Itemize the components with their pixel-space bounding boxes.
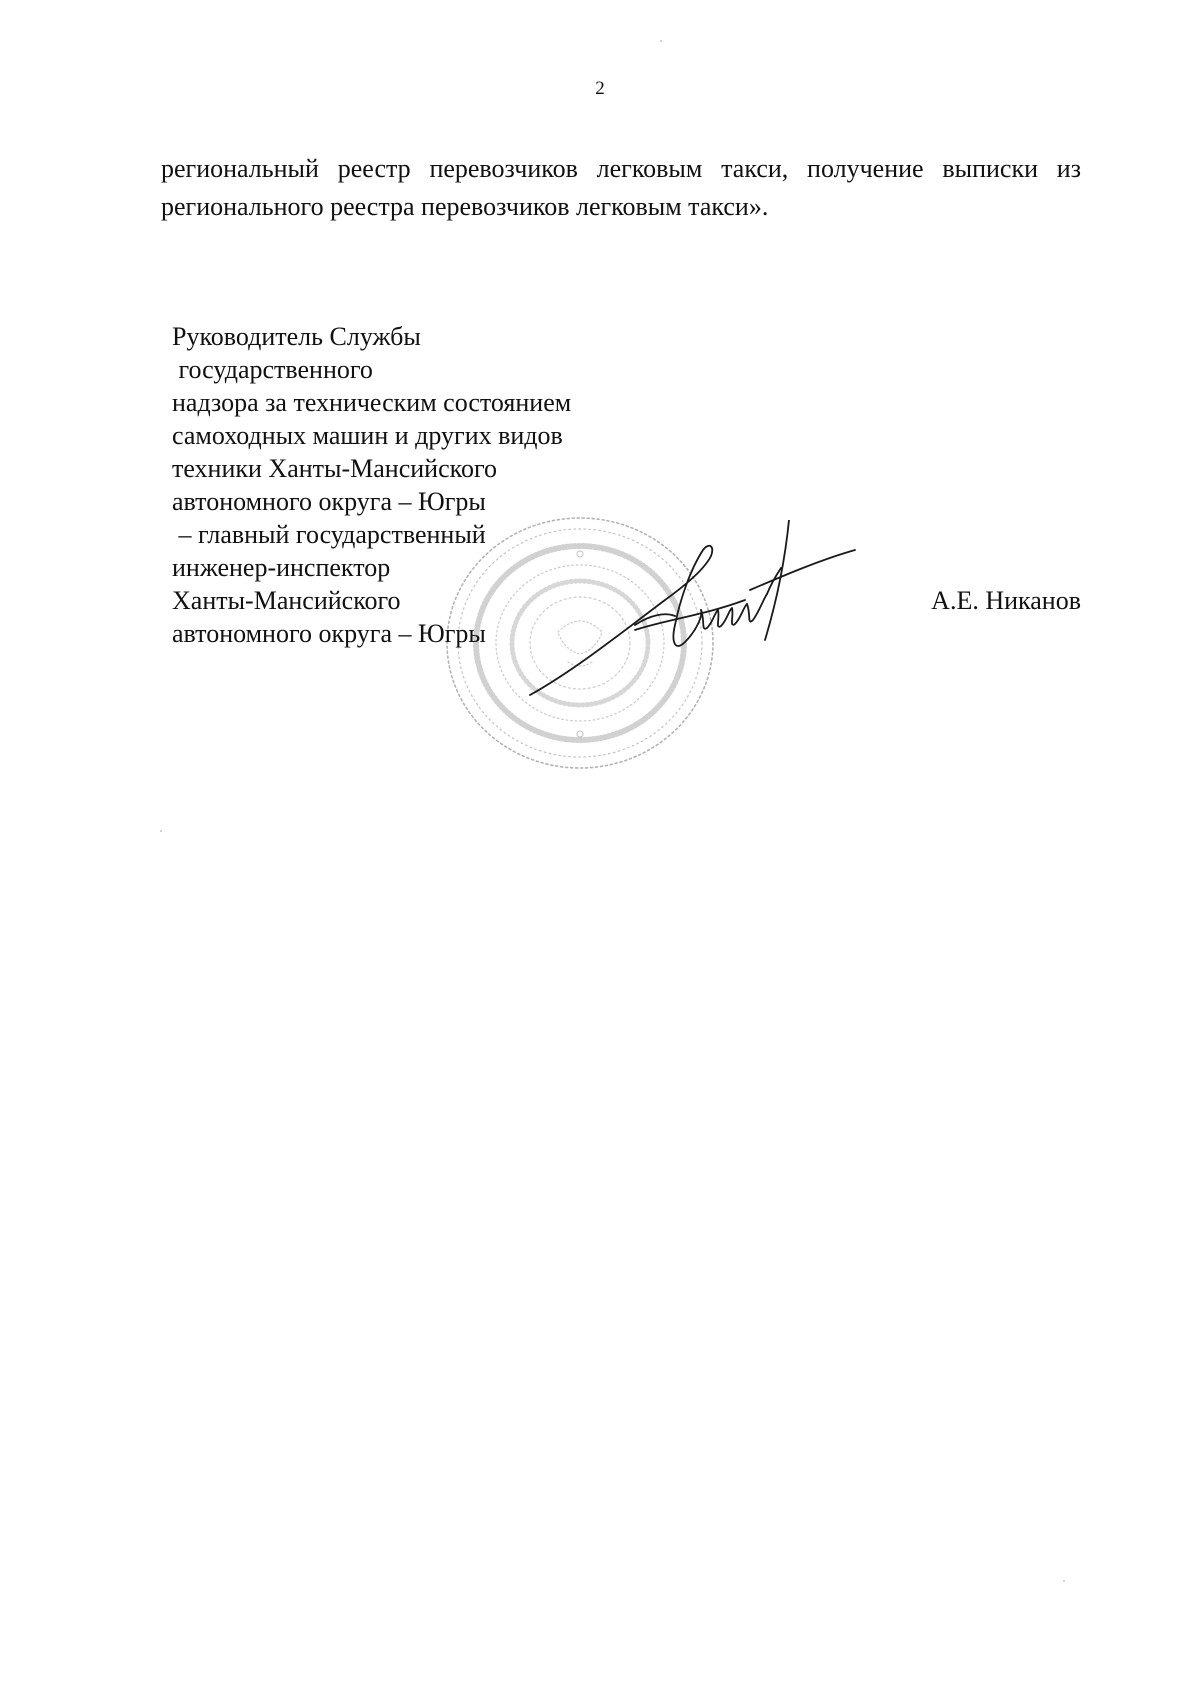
signer-title-line: – главный государственный — [172, 520, 486, 549]
signer-title-line: Руководитель Службы — [172, 322, 421, 351]
signer-title-line: надзора за техническим состоянием — [172, 388, 572, 417]
signer-title-line: автономного округа – Югры — [172, 619, 486, 648]
scan-artifact — [660, 40, 662, 42]
signer-title-line: Ханты-Мансийского — [172, 586, 401, 615]
signer-title-line: самоходных машин и других видов — [172, 421, 563, 450]
handwritten-signature-icon — [515, 520, 860, 710]
signer-title-line: автономного округа – Югры — [172, 487, 486, 516]
signer-title-line: инженер-инспектор — [172, 553, 391, 582]
scan-artifact — [160, 830, 162, 832]
signer-name: А.Е. Никанов — [931, 586, 1081, 615]
signer-title-line: государственного — [172, 355, 373, 384]
signer-title-line: техники Ханты-Мансийского — [172, 454, 497, 483]
page-number: 2 — [595, 78, 605, 99]
body-line: региональный реестр перевозчиков легковым такси, получение выписки из — [161, 154, 1081, 183]
body-line: регионального реестра перевозчиков легковым такси». — [161, 192, 769, 221]
body-paragraph — [161, 150, 1081, 226]
scan-artifact — [1063, 1580, 1065, 1582]
